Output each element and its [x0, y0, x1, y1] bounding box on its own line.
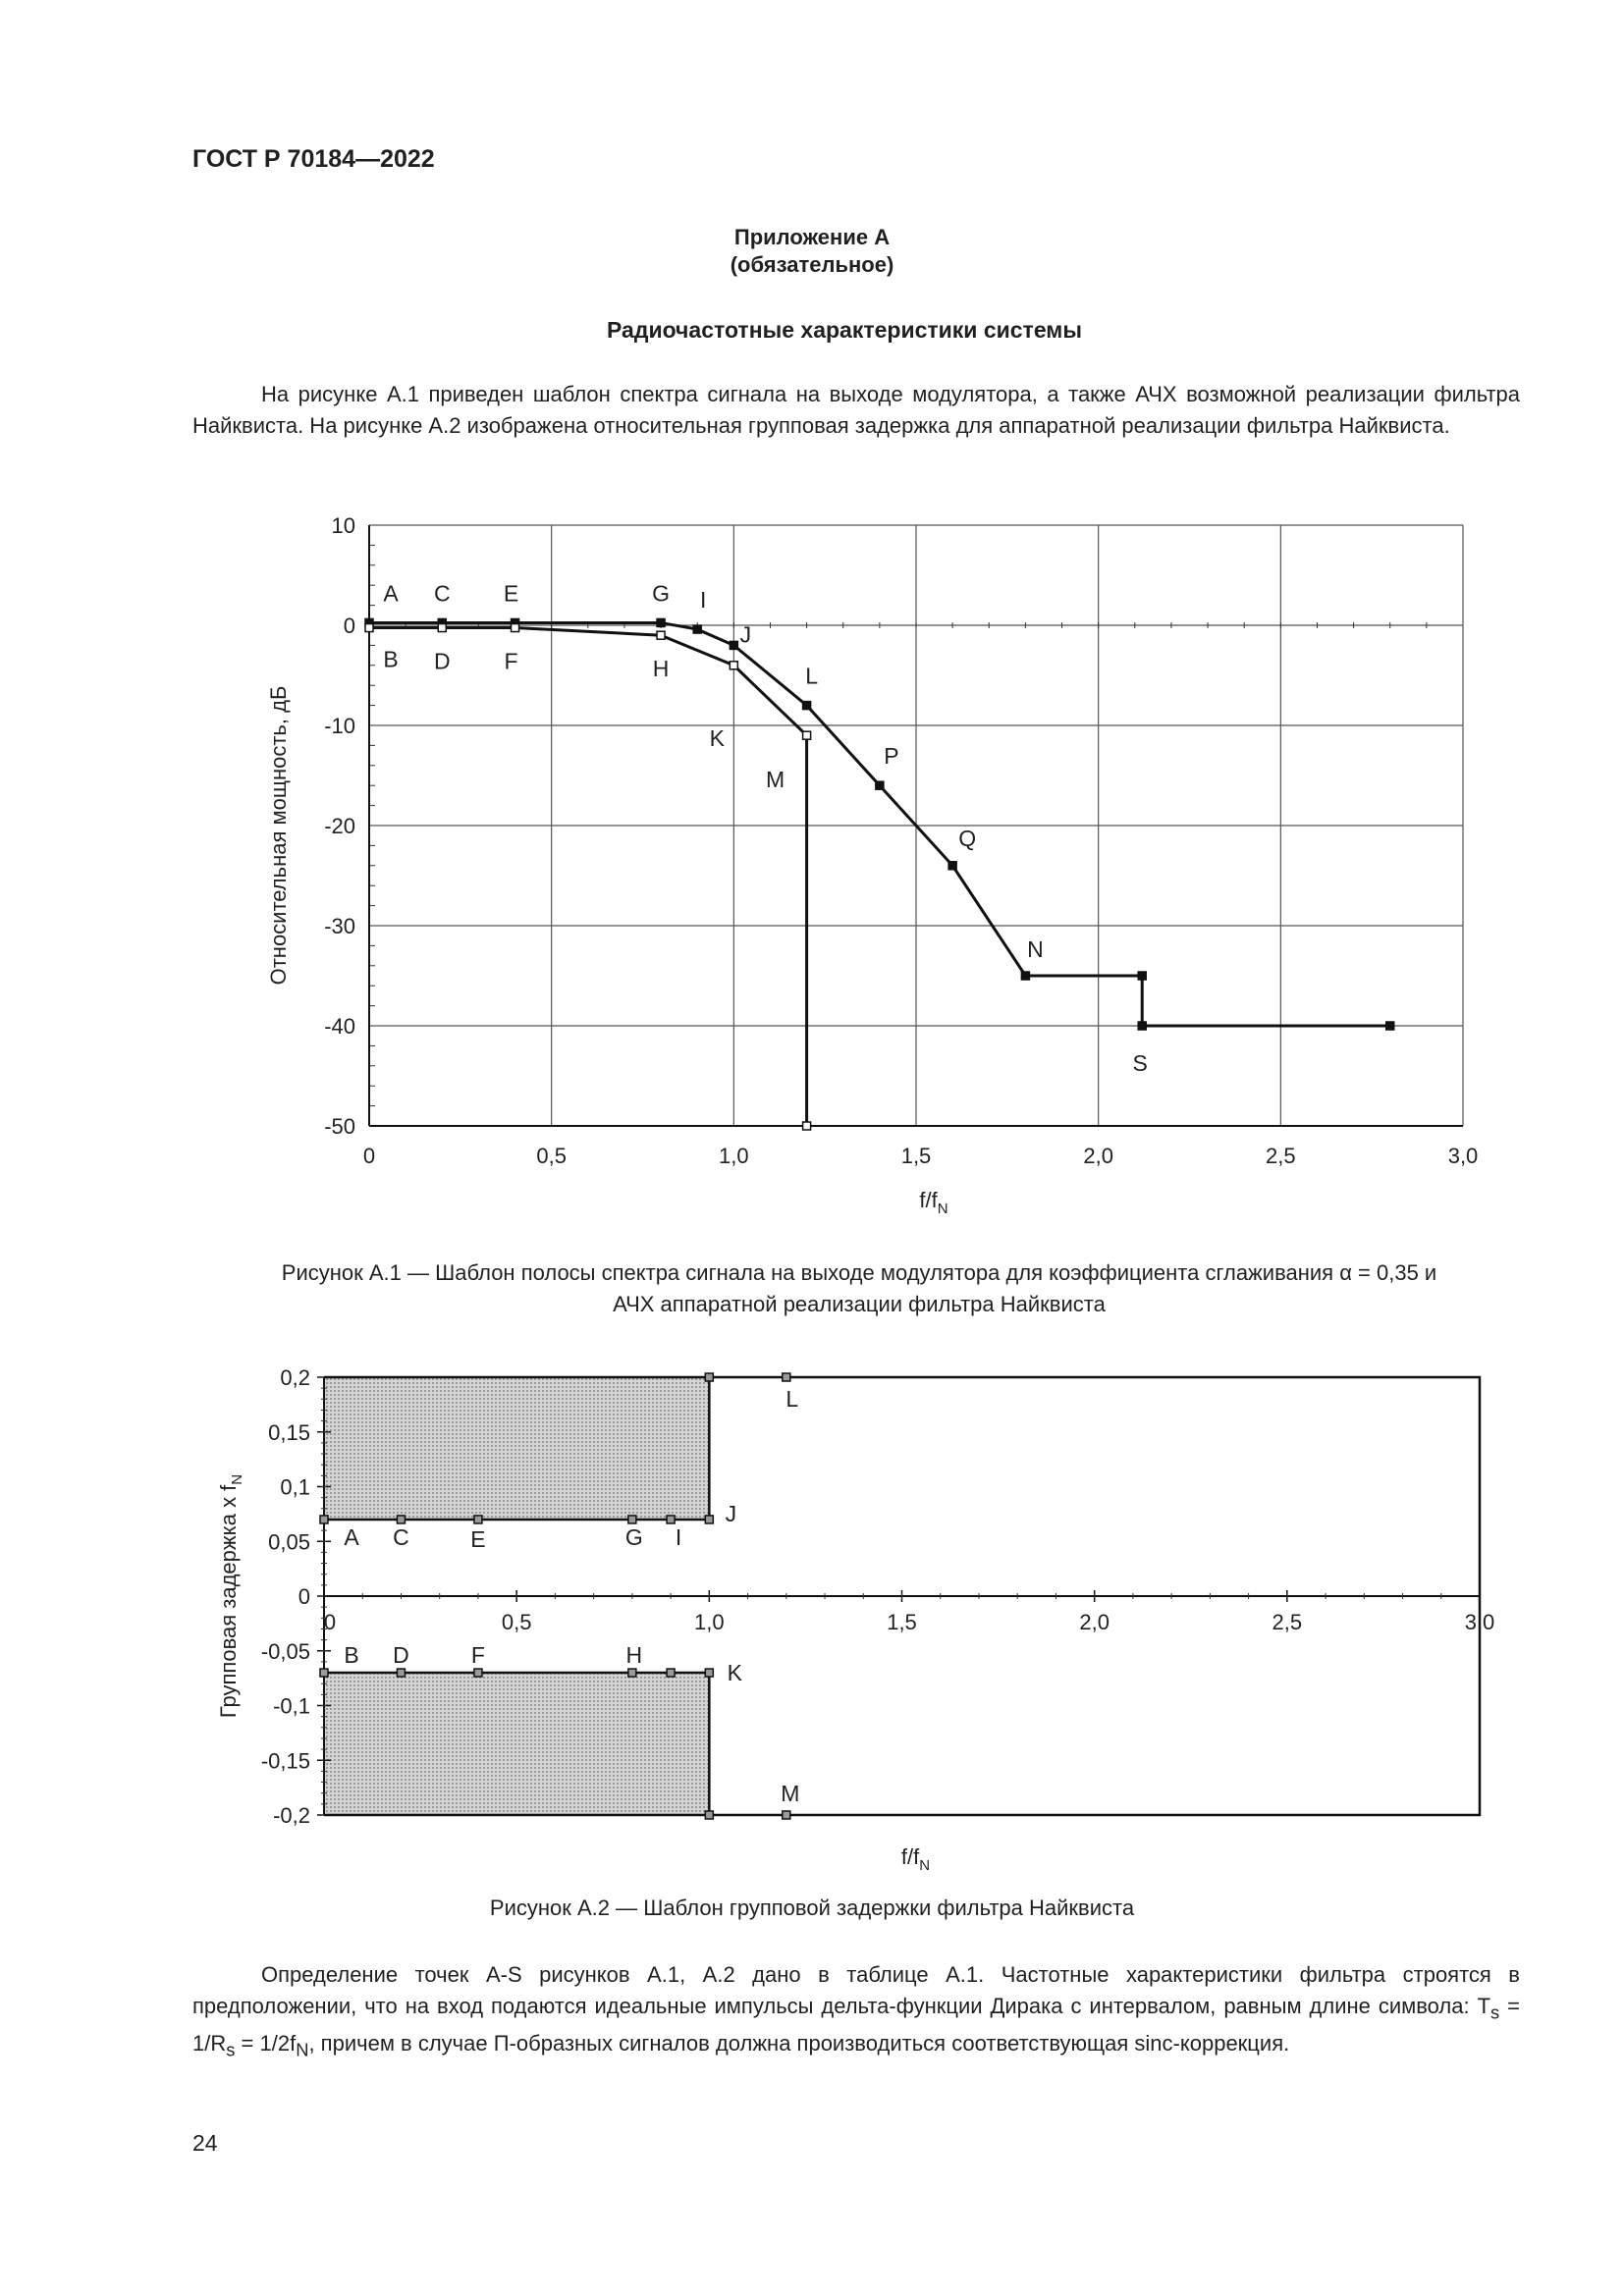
- y-tick-label: 0: [298, 1584, 310, 1609]
- section-title: Радиочастотные характеристики системы: [607, 317, 1082, 343]
- data-point-marker: [397, 1516, 405, 1523]
- point-label-c: C: [393, 1523, 409, 1550]
- shaded-region-lower: [324, 1673, 709, 1815]
- y-tick-label: -40: [324, 1014, 355, 1039]
- point-label-f: F: [504, 648, 518, 674]
- data-point-marker: [628, 1669, 636, 1677]
- y-tick-label: -10: [324, 714, 355, 738]
- data-point-marker: [628, 1516, 636, 1523]
- x-tick-label: 0: [323, 1610, 337, 1634]
- y-tick-label: 0: [343, 614, 355, 638]
- closing-text-3: = 1/2f: [235, 2031, 297, 2056]
- point-label-j: J: [739, 621, 752, 648]
- point-label-h: H: [652, 656, 670, 682]
- page-number: 24: [192, 2130, 218, 2156]
- x-axis-label: $f/f_N$: [919, 1188, 948, 1217]
- point-label-q: Q: [958, 825, 977, 851]
- data-point-marker: [667, 1669, 675, 1677]
- point-label-d: D: [393, 1642, 409, 1669]
- closing-text-2: = 1/R: [192, 1994, 1520, 2056]
- y-tick-label: 0,1: [280, 1474, 310, 1500]
- y-tick-label: -0,15: [260, 1748, 310, 1774]
- data-point-marker: [705, 1516, 713, 1523]
- point-label-b: B: [344, 1642, 359, 1669]
- point-label-m: M: [781, 1781, 800, 1806]
- point-label-i: I: [675, 1523, 682, 1550]
- x-tick-label: 3,0: [1447, 1144, 1479, 1168]
- point-label-j: J: [725, 1500, 737, 1526]
- point-label-g: G: [624, 1523, 643, 1550]
- data-point-marker: [667, 1516, 675, 1523]
- y-axis-label: Относительная мощность, дБ: [266, 685, 291, 986]
- closing-text-1: Определение точек А-S рисунков А.1, А.2 дано в таблице А.1. Частотные характеристики фильтра строятся в предположении, что на вход подаются идеальные импульсы дельта-функции Дирака с интервалом, равным длине символа: T: [192, 1962, 1520, 2018]
- point-label-p: P: [884, 743, 899, 770]
- point-label-s: S: [1132, 1050, 1148, 1076]
- x-tick-label: 1,5: [887, 1610, 917, 1634]
- point-label-f: F: [470, 1642, 485, 1669]
- y-tick-label: 0,15: [268, 1419, 310, 1445]
- subscript-s: s: [226, 2039, 236, 2060]
- x-tick-label: 2,5: [1272, 1610, 1303, 1634]
- figure-a1-caption-line1: Рисунок А.1 — Шаблон полосы спектра сигнала на выходе модулятора для коэффициента сглаживания α = 0,35 и: [281, 1260, 1437, 1285]
- point-label-d: D: [433, 648, 451, 674]
- x-tick-label: 2,5: [1266, 1144, 1296, 1168]
- x-tick-label: 3,0: [1464, 1610, 1495, 1634]
- y-tick-label: -30: [324, 914, 355, 938]
- figure-a2-caption: Рисунок А.2 — Шаблон групповой задержки фильтра Найквиста: [489, 1896, 1135, 1920]
- point-label-l: L: [805, 663, 818, 689]
- x-tick-label: 1,0: [719, 1144, 749, 1168]
- y-tick-label: -0,05: [260, 1638, 310, 1664]
- data-point-marker: [705, 1373, 713, 1381]
- y-tick-label: 0,2: [280, 1365, 310, 1390]
- y-tick-label: -20: [324, 814, 355, 838]
- data-point-marker: [320, 1669, 328, 1677]
- annex-status: (обязательное): [730, 252, 894, 277]
- point-label-l: L: [785, 1386, 799, 1412]
- intro-paragraph: На рисунке А.1 приведен шаблон спектра сигнала на выходе модулятора, а также АЧХ возможной реализации фильтра Найквиста. На рисунке А.2 изображена относительная групповая задержка для аппаратной реализации фильтра Найквиста.: [192, 382, 1520, 438]
- y-tick-label: 0,05: [268, 1529, 310, 1555]
- point-label-n: N: [1027, 936, 1044, 962]
- data-point-marker: [320, 1516, 328, 1523]
- x-tick-label: 0: [362, 1144, 376, 1168]
- x-tick-label: 2,0: [1079, 1610, 1110, 1634]
- point-label-a: A: [383, 580, 399, 607]
- point-label-m: M: [766, 767, 785, 793]
- data-point-marker: [397, 1669, 405, 1677]
- y-axis-label: Групповая задержка x $f_N$: [216, 1473, 245, 1719]
- data-point-marker: [705, 1669, 713, 1677]
- data-point-marker: [783, 1811, 790, 1819]
- point-label-k: K: [709, 724, 726, 751]
- point-label-h: H: [625, 1642, 643, 1669]
- document-code: ГОСТ Р 70184—2022: [192, 145, 435, 173]
- point-label-g: G: [652, 580, 671, 607]
- subscript-n: N: [296, 2039, 309, 2060]
- x-tick-label: 0,5: [501, 1610, 532, 1634]
- x-axis-label: $f/f_N$: [900, 1844, 931, 1874]
- shaded-region-upper: [324, 1377, 709, 1520]
- point-label-a: A: [344, 1523, 359, 1550]
- x-tick-label: 2,0: [1083, 1144, 1113, 1168]
- y-tick-label: 10: [331, 513, 355, 538]
- y-tick-label: -0,1: [273, 1693, 310, 1719]
- point-label-k: K: [727, 1660, 743, 1686]
- data-point-marker: [705, 1811, 713, 1819]
- point-label-i: I: [700, 587, 707, 614]
- figure-a1-caption-line2: АЧХ аппаратной реализации фильтра Найквиста: [613, 1292, 1106, 1316]
- closing-paragraph: [192, 1959, 1520, 2066]
- x-tick-label: 1,0: [694, 1610, 725, 1634]
- x-tick-label: 1,5: [900, 1144, 932, 1168]
- point-label-c: C: [433, 580, 451, 607]
- closing-text-4: , причем в случае П-образных сигналов должна производиться соответствующая sinc-коррекция.: [308, 2031, 1290, 2056]
- point-label-e: E: [470, 1525, 486, 1552]
- annex-title: Приложение А: [733, 225, 891, 249]
- data-point-marker: [474, 1516, 482, 1523]
- subscript-s: s: [1490, 2002, 1500, 2023]
- y-tick-label: -0,2: [273, 1803, 310, 1828]
- point-label-e: E: [503, 580, 519, 607]
- data-point-marker: [474, 1669, 482, 1677]
- x-tick-label: 0,5: [536, 1144, 567, 1168]
- y-tick-label: -50: [324, 1114, 355, 1139]
- data-point-marker: [783, 1373, 790, 1381]
- point-label-b: B: [383, 646, 399, 672]
